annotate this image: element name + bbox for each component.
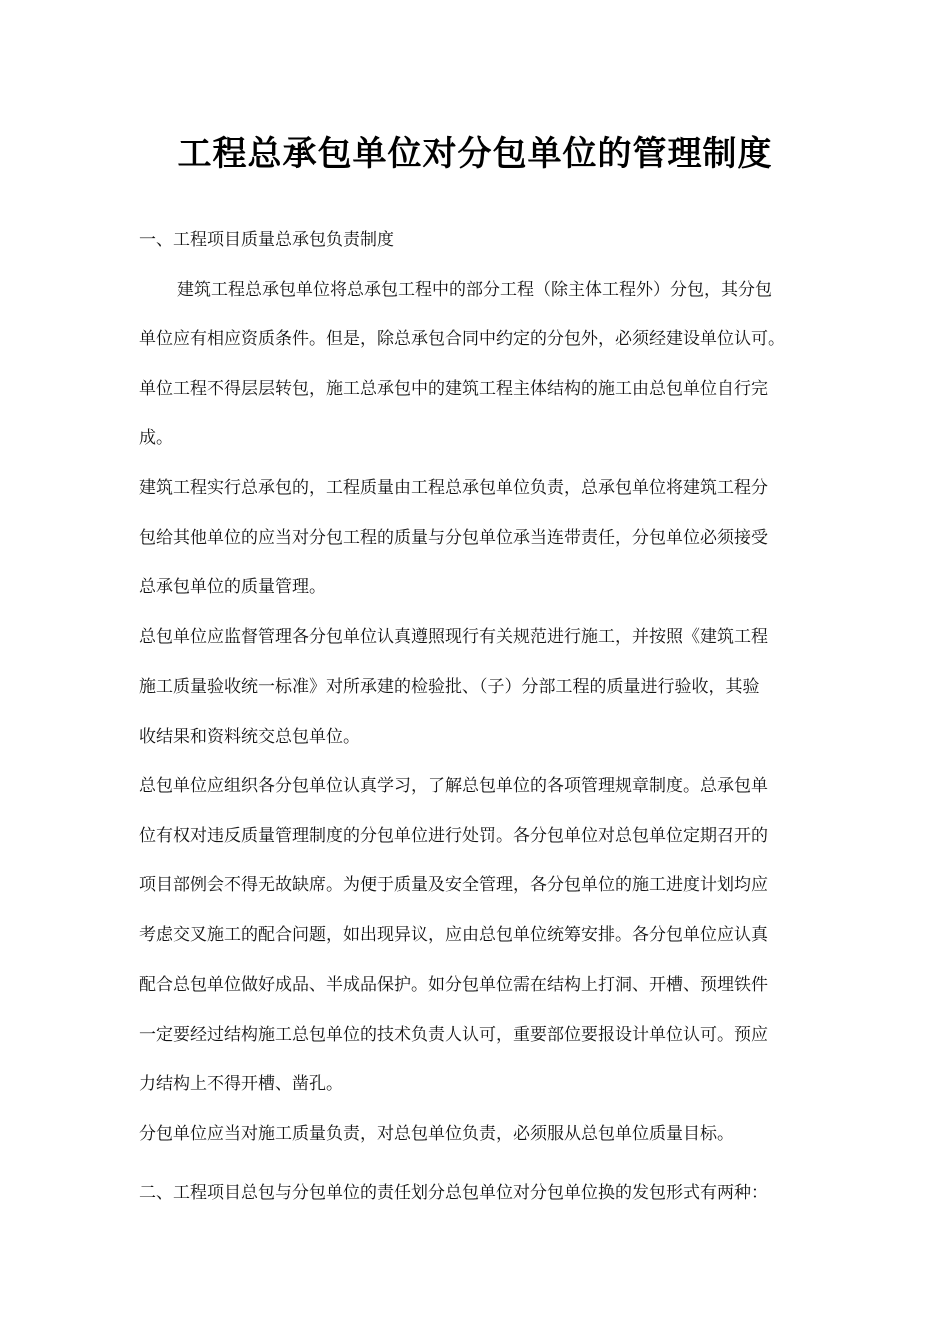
paragraph-line: 分包单位应当对施工质量负责，对总包单位负责，必须服从总包单位质量目标。 (139, 1124, 734, 1144)
paragraph-line: 位有权对违反质量管理制度的分包单位进行处罚。各分包单位对总包单位定期召开的 (139, 826, 768, 846)
paragraph-line: 建筑工程实行总承包的，工程质量由工程总承包单位负责，总承包单位将建筑工程分 (139, 478, 768, 498)
paragraph-line: 总承包单位的质量管理。 (139, 577, 326, 597)
paragraph-line: 力结构上不得开槽、凿孔。 (139, 1074, 343, 1094)
paragraph-line: 建筑工程总承包单位将总承包工程中的部分工程（除主体工程外）分包，其分包 (177, 280, 772, 300)
paragraph-line: 单位应有相应资质条件。但是，除总承包合同中约定的分包外，必须经建设单位认可。 (139, 329, 785, 349)
paragraph-line: 单位工程不得层层转包，施工总承包中的建筑工程主体结构的施工由总包单位自行完 (139, 379, 768, 399)
paragraph-line: 一定要经过结构施工总包单位的技术负责人认可，重要部位要报设计单位认可。预应 (139, 1025, 768, 1045)
paragraph-line: 配合总包单位做好成品、半成品保护。如分包单位需在结构上打洞、开槽、预埋铁件 (139, 975, 768, 995)
paragraph-line: 项目部例会不得无故缺席。为便于质量及安全管理，各分包单位的施工进度计划均应 (139, 875, 768, 895)
section-heading-2: 二、工程项目总包与分包单位的责任划分总包单位对分包单位换的发包形式有两种： (139, 1183, 768, 1203)
section-heading-1: 一、工程项目质量总承包负责制度 (139, 230, 394, 250)
paragraph-line: 总包单位应监督管理各分包单位认真遵照现行有关规范进行施工，并按照《建筑工程 (139, 627, 768, 647)
paragraph-line: 包给其他单位的应当对分包工程的质量与分包单位承当连带责任，分包单位必须接受 (139, 528, 768, 548)
paragraph-line: 收结果和资料统交总包单位。 (139, 727, 360, 747)
paragraph-line: 总包单位应组织各分包单位认真学习，了解总包单位的各项管理规章制度。总承包单 (139, 776, 768, 796)
paragraph-line: 施工质量验收统一标准》对所承建的检验批、（子）分部工程的质量进行验收，其验 (139, 677, 760, 697)
paragraph-line: 成。 (139, 428, 173, 448)
document-title: 工程总承包单位对分包单位的管理制度 (177, 134, 773, 174)
paragraph-line: 考虑交叉施工的配合问题，如出现异议，应由总包单位统筹安排。各分包单位应认真 (139, 925, 768, 945)
